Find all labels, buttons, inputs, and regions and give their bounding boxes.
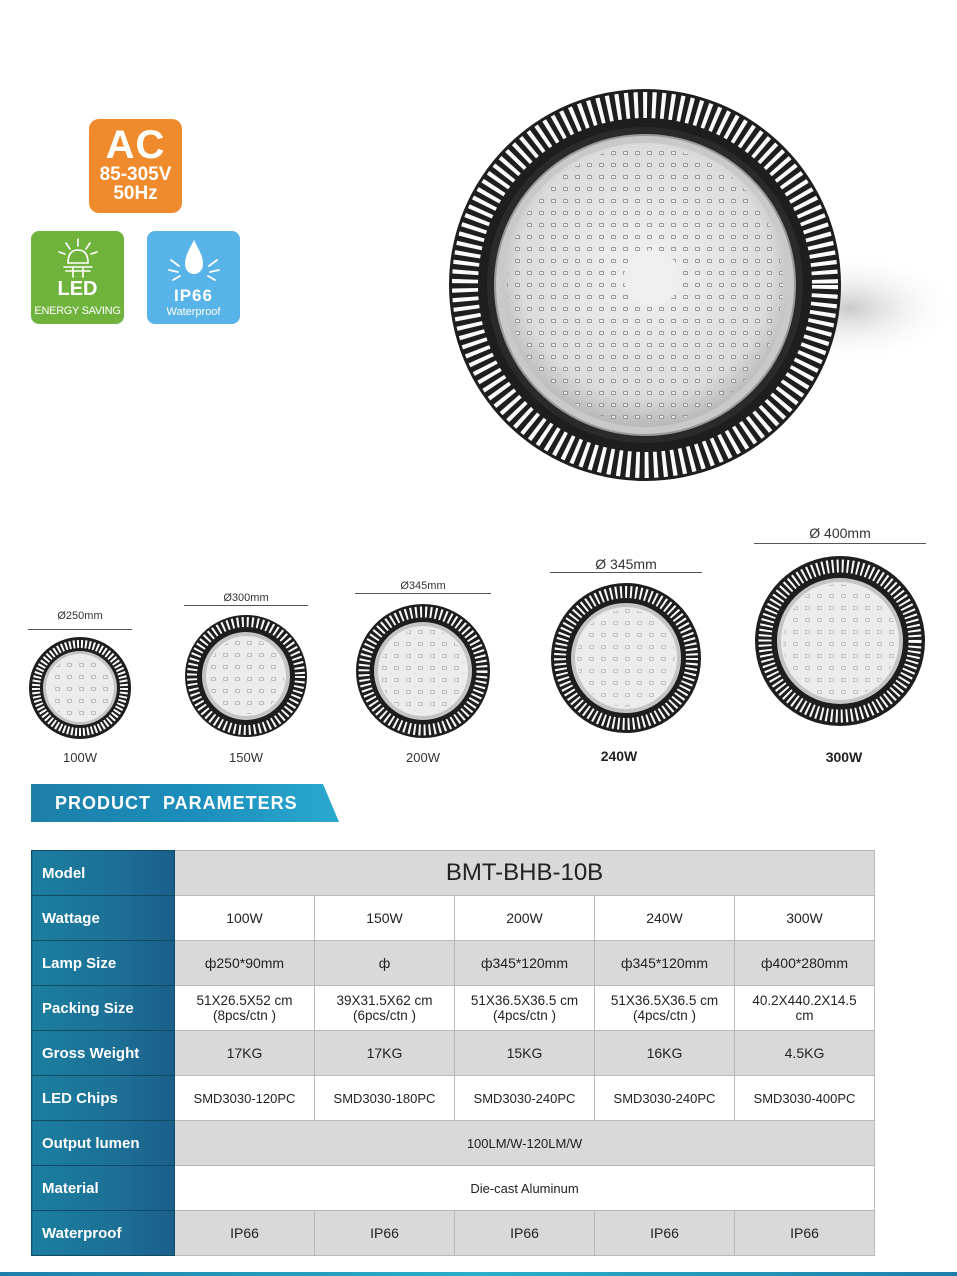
bottom-accent-line bbox=[0, 1272, 957, 1276]
wattage-label: 100W bbox=[63, 750, 97, 765]
ip66-waterproof-badge bbox=[147, 231, 240, 324]
row-label: Material bbox=[32, 1166, 175, 1211]
table-cell: 4.5KG bbox=[735, 1031, 875, 1076]
table-cell: 300W bbox=[735, 896, 875, 941]
dimension-line bbox=[550, 572, 702, 573]
row-label: Waterproof bbox=[32, 1211, 175, 1256]
table-cell: SMD3030-400PC bbox=[735, 1076, 875, 1121]
table-cell: IP66 bbox=[735, 1211, 875, 1256]
ip66-label: IP66 bbox=[174, 286, 213, 305]
diameter-label: Ø345mm bbox=[400, 580, 446, 592]
table-cell: 51X26.5X52 cm (8pcs/ctn ) bbox=[175, 986, 315, 1031]
dimension-line bbox=[184, 605, 308, 606]
table-row-output-lumen bbox=[32, 1121, 875, 1166]
dimension-line bbox=[355, 593, 491, 594]
size-variant-150w bbox=[182, 588, 310, 768]
waterproof-label: Waterproof bbox=[166, 306, 221, 318]
table-row-gross-weight bbox=[32, 1031, 875, 1076]
table-cell: 51X36.5X36.5 cm (4pcs/ctn ) bbox=[455, 986, 595, 1031]
water-drop-icon bbox=[165, 236, 223, 286]
section-title: PRODUCT PARAMETERS bbox=[55, 793, 298, 813]
led-label: LED bbox=[57, 278, 98, 300]
diameter-label: Ø250mm bbox=[57, 610, 103, 622]
table-cell: 100LM/W-120LM/W bbox=[175, 1121, 875, 1166]
table-cell: 240W bbox=[595, 896, 735, 941]
table-cell: 200W bbox=[455, 896, 595, 941]
ac-label: AC bbox=[105, 123, 166, 167]
wattage-label: 200W bbox=[406, 750, 440, 765]
size-variant-300w bbox=[752, 523, 928, 769]
energy-saving-label: ENERGY SAVING bbox=[34, 305, 121, 317]
row-label: Lamp Size bbox=[32, 941, 175, 986]
table-cell: 40.2X440.2X14.5 cm bbox=[735, 986, 875, 1031]
product-image-ufo-highbay-light bbox=[440, 88, 957, 498]
row-label: Packing Size bbox=[32, 986, 175, 1031]
led-energy-saving-badge bbox=[31, 231, 124, 324]
ac-voltage-badge bbox=[89, 119, 182, 213]
table-cell: 150W bbox=[315, 896, 455, 941]
product-parameters-table bbox=[31, 850, 875, 1256]
diameter-label: Ø300mm bbox=[223, 592, 269, 604]
table-cell: IP66 bbox=[175, 1211, 315, 1256]
table-cell: ф400*280mm bbox=[735, 941, 875, 986]
table-cell: SMD3030-120PC bbox=[175, 1076, 315, 1121]
table-cell: 51X36.5X36.5 cm (4pcs/ctn ) bbox=[595, 986, 735, 1031]
row-label: LED Chips bbox=[32, 1076, 175, 1121]
model-value: BMT-BHB-10B bbox=[175, 851, 875, 896]
table-cell: IP66 bbox=[315, 1211, 455, 1256]
row-label: Wattage bbox=[32, 896, 175, 941]
fixture-300w-image bbox=[754, 555, 926, 727]
dimension-line bbox=[28, 629, 132, 630]
table-cell: ф345*120mm bbox=[595, 941, 735, 986]
table-cell: ф250*90mm bbox=[175, 941, 315, 986]
table-row-lamp-size bbox=[32, 941, 875, 986]
table-cell: ф bbox=[315, 941, 455, 986]
table-cell: SMD3030-180PC bbox=[315, 1076, 455, 1121]
table-cell: 100W bbox=[175, 896, 315, 941]
row-label: Gross Weight bbox=[32, 1031, 175, 1076]
table-cell: SMD3030-240PC bbox=[455, 1076, 595, 1121]
section-header-product-parameters bbox=[31, 784, 339, 822]
dimension-line bbox=[754, 543, 926, 544]
table-row-model bbox=[32, 851, 875, 896]
table-row-waterproof bbox=[32, 1211, 875, 1256]
table-cell: IP66 bbox=[455, 1211, 595, 1256]
wattage-label: 300W bbox=[825, 749, 863, 765]
fixture-100w-image bbox=[28, 636, 132, 740]
diameter-label: Ø 345mm bbox=[595, 556, 657, 572]
size-variant-240w bbox=[548, 554, 704, 768]
table-row-wattage bbox=[32, 896, 875, 941]
table-row-led-chips bbox=[32, 1076, 875, 1121]
table-row-material bbox=[32, 1166, 875, 1211]
table-cell: ф345*120mm bbox=[455, 941, 595, 986]
frequency-label: 50Hz bbox=[113, 183, 158, 204]
size-variant-100w bbox=[26, 606, 134, 766]
row-label: Output lumen bbox=[32, 1121, 175, 1166]
table-cell: 17KG bbox=[315, 1031, 455, 1076]
table-cell: 16KG bbox=[595, 1031, 735, 1076]
lamp-icon bbox=[57, 237, 99, 279]
table-cell: Die-cast Aluminum bbox=[175, 1166, 875, 1211]
fixture-200w-image bbox=[355, 603, 491, 739]
table-cell: 39X31.5X62 cm (6pcs/ctn ) bbox=[315, 986, 455, 1031]
size-variant-200w bbox=[353, 576, 493, 768]
fixture-150w-image bbox=[184, 614, 308, 738]
voltage-label: 85-305V bbox=[99, 164, 172, 185]
fixture-240w-image bbox=[550, 582, 702, 734]
table-cell: 15KG bbox=[455, 1031, 595, 1076]
wattage-label: 240W bbox=[600, 748, 638, 764]
diameter-label: Ø 400mm bbox=[809, 525, 871, 541]
table-cell: SMD3030-240PC bbox=[595, 1076, 735, 1121]
row-label: Model bbox=[32, 851, 175, 896]
table-row-packing-size bbox=[32, 986, 875, 1031]
table-cell: 17KG bbox=[175, 1031, 315, 1076]
table-cell: IP66 bbox=[595, 1211, 735, 1256]
wattage-label: 150W bbox=[229, 750, 263, 765]
